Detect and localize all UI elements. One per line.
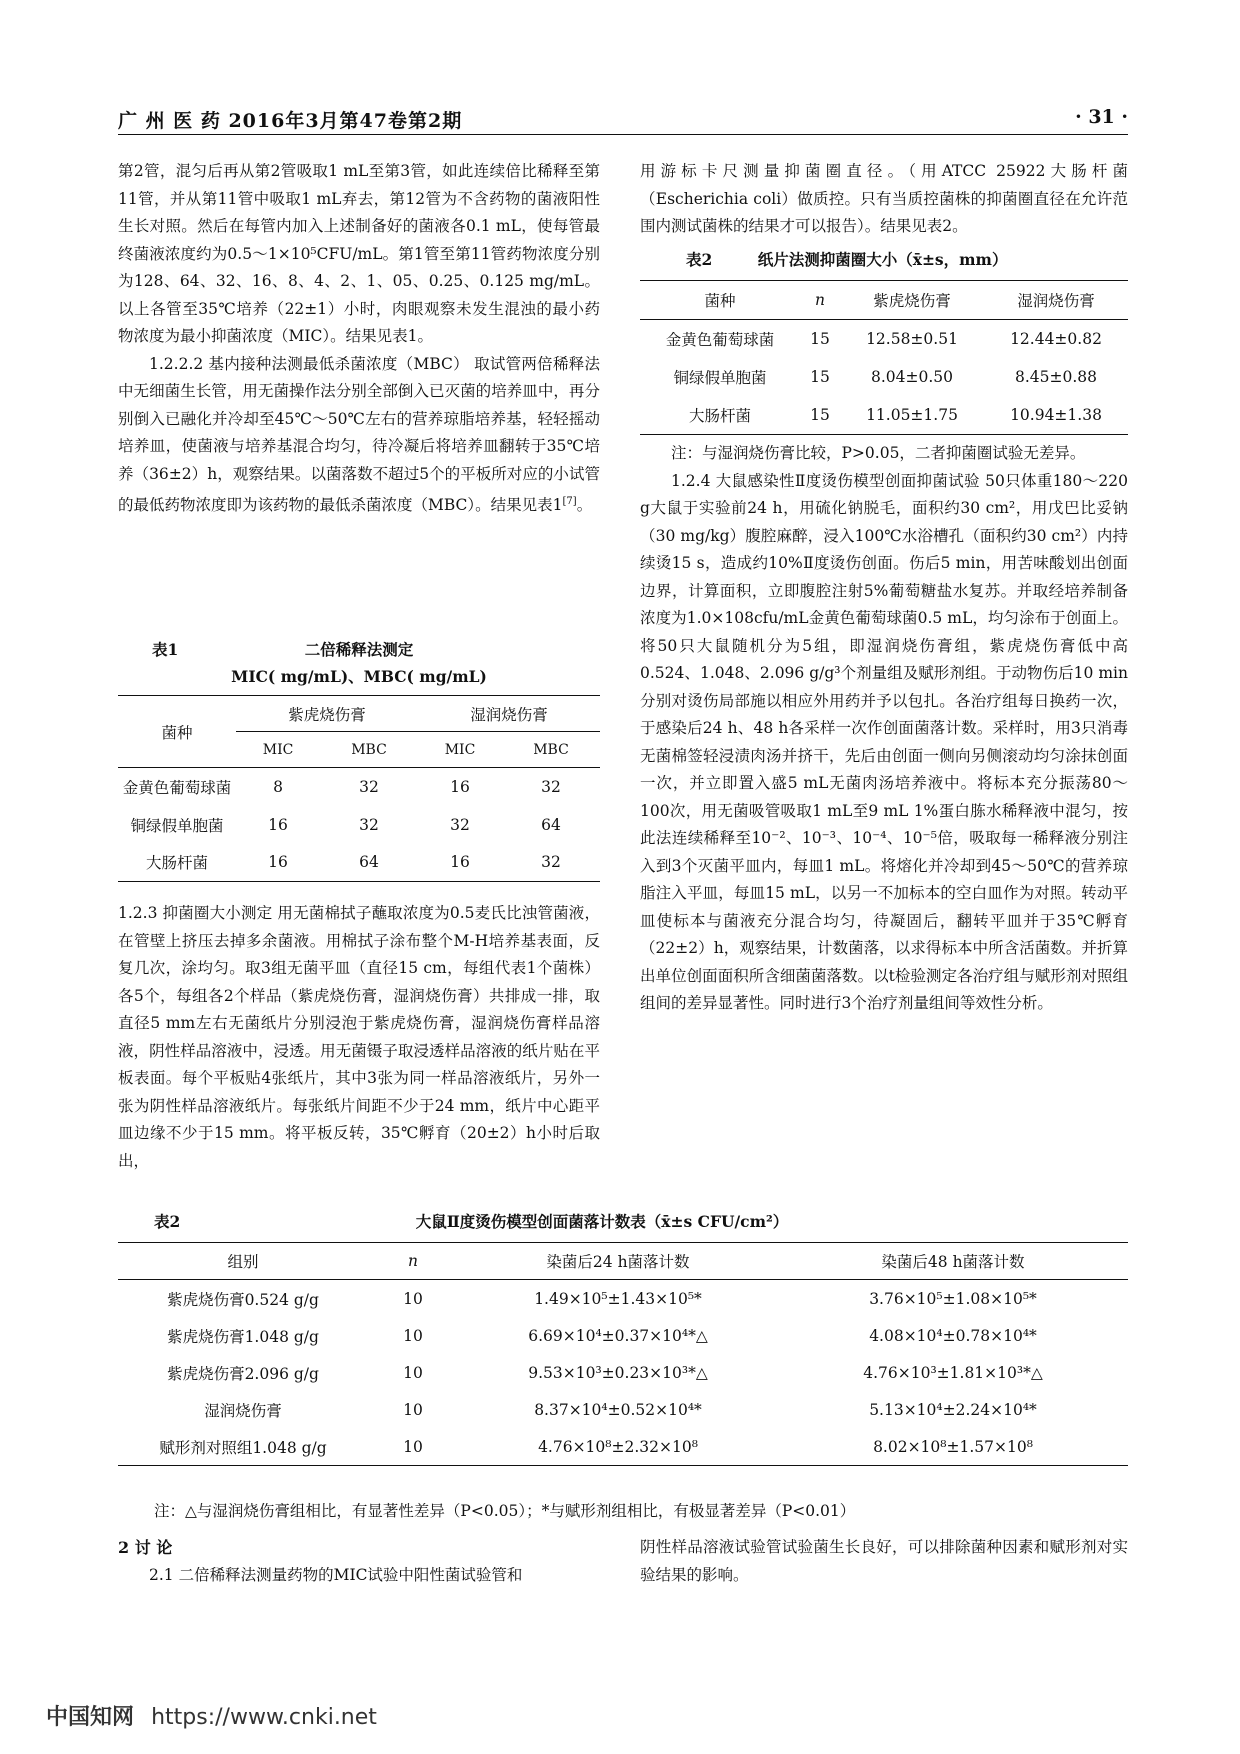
table1-cell-species: 金黄色葡萄球菌 [122, 779, 232, 797]
table2-cell: 12.58±0.51 [866, 330, 958, 348]
table2-header: 湿润烧伤膏 [984, 281, 1128, 320]
table3-cell: 4.76×10³±1.81×10³*△ [863, 1363, 1043, 1382]
table1-cell: 16 [268, 815, 288, 834]
table2-cell: 金黄色葡萄球菌 [665, 331, 775, 349]
paragraph-text: 1.2.2.2 基内接种法测最低杀菌浓度（MBC） 取试管两倍稀释法中无细菌生长管，用无菌操作法分别全部倒入已灭菌的培养皿中，再分别倒入已融化并冷却至45℃～50℃左右的营养琼脂培养基，轻轻摇动培养皿，使菌液与培养基混合均匀，待冷凝后将培养皿翻转于35℃培养（36±2）h，观察结果。以菌落数不超过5个的平板所对应的小试管的最低药物浓度即为该药物的最低杀菌浓度（MBC）。结果见表1 [118, 354, 600, 515]
table-row [118, 1391, 1128, 1428]
paragraph: 用游标卡尺测量抑菌圈直径。（用ATCC 25922大肠杆菌（Escherichia coli）做质控。只有当质控菌株的抑菌圈直径在允许范围内测试菌株的结果才可以报告）。结果见表2。 [640, 162, 1128, 235]
right-column-top [640, 158, 1128, 241]
table3-header: 组别 [118, 1243, 368, 1280]
table3-cell: 紫虎烧伤膏0.524 g/g [167, 1290, 319, 1309]
table1-header-species: 菌种 [118, 696, 236, 768]
paragraph [118, 351, 600, 520]
table3-caption [118, 1208, 1128, 1235]
table2-cell: 10.94±1.38 [1010, 406, 1102, 424]
table3-cell: 10 [403, 1289, 423, 1308]
table1-cell: 32 [541, 853, 561, 871]
left-column-top [118, 158, 600, 520]
table2-note: 注：与湿润烧伤膏比较，P>0.05，二者抑菌圈试验无差异。 [671, 444, 1086, 462]
table3-cell: 10 [403, 1363, 423, 1382]
paragraph: 1.2.4 大鼠感染性Ⅱ度烫伤模型创面抑菌试验 50只体重180～220 g大鼠于实验前24 h，用硫化钠脱毛，面积约30 cm²，用戊巴比妥钠（30 mg/kg）腹腔麻醉，浸入100℃水浴槽孔（面积约30 cm²）内持续烫15 s，造成约10%Ⅱ度烫伤创面。伤后5 min，用苦味酸划出创面边界，计算面积，立即腹腔注射5%葡萄糖盐水复苏。并取经培养制备浓度为1.0×108cfu/mL金黄色葡萄球菌0.5 mL，均匀涂布于创面上。将50只大鼠随机分为5组，即湿润烧伤膏组，紫虎烧伤膏低中高0.524、1.048、2.096 g/g³个剂量组及赋形剂组。于动物伤后10 min分别对烫伤局部施以相应外用药并予以包扎。各治疗组每日换药一次，于感染后24 h、48 h各采样一次作创面菌落计数。采样时，用3只消毒无菌棉签轻浸渍肉汤并挤干，先后由创面一侧向另侧滚动均匀涂抹创面一次，并立即置入盛5 mL无菌肉汤培养液中。将标本充分振荡80～100次，用无菌吸管吸取1 mL至9 mL 1%蛋白胨水稀释液中混匀，按此法连续稀释至10⁻²、10⁻³、10⁻⁴、10⁻⁵倍，吸取每一稀释液分别注入到3个灭菌平皿内，每皿1 mL。将熔化并冷却到45～50℃的营养琼脂注入平皿，每皿15 mL，以另一不加标本的空白皿作为对照。转动平皿使标本与菌液充分混合均匀，待凝固后，翻转平皿并于35℃孵育（22±2）h，观察结果，计数菌落，以求得标本中所含活菌数。并折算出单位创面面积所含细菌菌落数。以t检验测定各治疗组与赋形剂对照组组间的差异显著性。同时进行3个治疗剂量组间等效性分析。 [640, 471, 1128, 1012]
table3-cell: 1.49×10⁵±1.43×10⁵* [534, 1289, 702, 1308]
table1-cell-species: 大肠杆菌 [145, 854, 208, 872]
table-row [640, 320, 1128, 359]
table-row [118, 1428, 1128, 1466]
table-row [118, 806, 600, 843]
table1-cell: 64 [359, 853, 379, 871]
table2-cell: 8.45±0.88 [1014, 368, 1097, 386]
paragraph-end: 。 [576, 496, 593, 515]
table3-note: 注：△与湿润烧伤膏组相比，有显著性差异（P<0.05）；*与赋形剂组相比，有极显著差异（P<0.01） [154, 1502, 856, 1520]
table-row [640, 358, 1128, 396]
table1-title-text: 二倍稀释法测定 [304, 640, 414, 659]
paragraph: 阴性样品溶液试验管试验菌生长良好，可以排除菌种因素和赋形剂对实验结果的影响。 [640, 1538, 1128, 1584]
table3-cell: 8.02×10⁸±1.57×10⁸ [873, 1437, 1033, 1456]
table3-cell: 8.37×10⁴±0.52×10⁴* [534, 1400, 702, 1419]
paragraph: 1.2.3 抑菌圈大小测定 用无菌棉拭子蘸取浓度为0.5麦氏比浊管菌液，在管壁上挤压去掉多余菌液。用棉拭子涂布整个M-H培养基表面，反复几次，涂均匀。取3组无菌平皿（直径15 cm，每组代表1个菌株）各5个，每组各2个样品（紫虎烧伤膏，湿润烧伤膏）共排成一排，取直径5 mm左右无菌纸片分别浸泡于紫虎烧伤膏，湿润烧伤膏样品溶液，阴性样品溶液中，浸透。用无菌镊子取浸透样品溶液的纸片贴在平板表面。每个平板贴4张纸片，其中3张为同一样品溶液纸片，另外一张为阴性样品溶液纸片。每张纸片间距不少于24 mm，纸片中心距平皿边缘不少于15 mm。将平板反转，35℃孵育（20±2）h小时后取出， [118, 904, 600, 1170]
table1-cell: 64 [541, 815, 561, 834]
table3-cell: 10 [403, 1326, 423, 1345]
cnki-logo: 中国知网 [46, 1705, 135, 1730]
paragraph: 第2管，混匀后再从第2管吸取1 mL至第3管，如此连续倍比稀释至第11管，并从第11管中吸取1 mL弃去，第12管为不含药物的菌液阳性生长对照。然后在每管内加入上述制备好的菌液各0.1 mL，使每管最终菌液浓度约为0.5～1×10⁵CFU/mL。第1管至第11管药物浓度分别为128、64、32、16、8、4、2、1、05、0.25、0.125 mg/mL。以上各管至35℃培养（22±1）小时，肉眼观察未发生混浊的最小药物浓度为最小抑菌浓度（MIC）。结果见表1。 [118, 162, 600, 345]
table1-header-group: 湿润烧伤膏 [418, 696, 600, 732]
table3 [118, 1242, 1128, 1466]
table2-cell: 15 [810, 406, 830, 424]
table1-cell-species: 铜绿假单胞菌 [130, 816, 224, 835]
table3-cell: 10 [403, 1400, 423, 1419]
table2-cell: 大肠杆菌 [688, 407, 751, 425]
table3-cell: 4.76×10⁸±2.32×10⁸ [538, 1437, 698, 1456]
table3-cell: 紫虎烧伤膏1.048 g/g [167, 1327, 319, 1346]
citation: [7] [562, 496, 577, 507]
table2-caption [640, 246, 1128, 273]
table2-header: n [800, 281, 840, 320]
table-row [640, 396, 1128, 435]
table2-label: 表2 [686, 250, 713, 269]
cnki-url[interactable]: https://www.cnki.net [151, 1705, 377, 1730]
table-row [118, 843, 600, 882]
table2-cell: 12.44±0.82 [1010, 330, 1102, 348]
table2-title: 纸片法测抑菌圈大小（x̄±s，mm） [757, 250, 1008, 269]
table2-cell: 15 [810, 368, 830, 386]
table2-cell: 铜绿假单胞菌 [673, 369, 767, 387]
running-header [118, 104, 1128, 135]
table2-header: 紫虎烧伤膏 [840, 281, 984, 320]
table1-cell: 16 [450, 778, 470, 796]
table3-cell: 6.69×10⁴±0.37×10⁴*△ [528, 1326, 708, 1345]
table1-subheader: MBC [320, 732, 418, 768]
table1-title-line1 [118, 636, 600, 663]
table3-label: 表2 [154, 1212, 181, 1231]
table3-header: 染菌后48 h菌落计数 [778, 1243, 1128, 1280]
table2 [640, 280, 1128, 435]
table1-header-group: 紫虎烧伤膏 [236, 696, 418, 732]
table1 [118, 695, 600, 882]
table1-subheader: MIC [236, 732, 320, 768]
table1-cell: 32 [541, 778, 561, 796]
table2-cell: 11.05±1.75 [866, 406, 958, 424]
table1-subheader: MIC [418, 732, 502, 768]
page-number: · 31 · [1075, 106, 1128, 128]
table1-subheader: MBC [502, 732, 600, 768]
section2-left [118, 1562, 600, 1590]
table1-title-line2: MIC( mg/mL)、MBC( mg/mL) [231, 667, 487, 686]
table3-cell: 紫虎烧伤膏2.096 g/g [167, 1364, 319, 1383]
table1-cell: 16 [450, 853, 470, 871]
table1-caption [118, 636, 600, 690]
table3-header: 染菌后24 h菌落计数 [458, 1243, 778, 1280]
table1-cell: 16 [268, 853, 288, 871]
table1-cell: 32 [450, 815, 470, 834]
table-row [118, 1354, 1128, 1391]
table2-header: 菌种 [640, 281, 800, 320]
table3-cell: 9.53×10³±0.23×10³*△ [528, 1363, 708, 1382]
table3-title: 大鼠Ⅱ度烫伤模型创面菌落计数表（x̄±s CFU/cm²） [415, 1212, 789, 1231]
table3-cell: 4.08×10⁴±0.78×10⁴* [869, 1326, 1037, 1345]
table2-cell: 8.04±0.50 [870, 368, 953, 386]
table-row [118, 1280, 1128, 1318]
table3-cell: 赋形剂对照组1.048 g/g [159, 1438, 327, 1457]
table-row [118, 1317, 1128, 1354]
section2-right [640, 1534, 1128, 1589]
table3-cell: 10 [403, 1437, 423, 1456]
right-column-bottom [640, 440, 1128, 1018]
cnki-footer [46, 1700, 377, 1731]
table-row [118, 768, 600, 807]
left-column-bottom [118, 900, 600, 1175]
table3-cell: 5.13×10⁴±2.24×10⁴* [869, 1400, 1037, 1419]
table1-cell: 32 [359, 778, 379, 796]
table2-cell: 15 [810, 330, 830, 348]
journal-title: 广 州 医 药 2016年3月第47卷第2期 [118, 110, 463, 132]
table3-cell: 湿润烧伤膏 [204, 1401, 282, 1420]
paragraph: 2.1 二倍稀释法测量药物的MIC试验中阳性菌试验管和 [149, 1566, 523, 1584]
table3-cell: 3.76×10⁵±1.08×10⁵* [869, 1289, 1037, 1308]
section-heading: 2 讨 论 [118, 1538, 173, 1557]
table3-header: n [368, 1243, 458, 1280]
table1-label: 表1 [152, 640, 179, 659]
table1-cell: 32 [359, 815, 379, 834]
table1-cell: 8 [273, 778, 283, 796]
